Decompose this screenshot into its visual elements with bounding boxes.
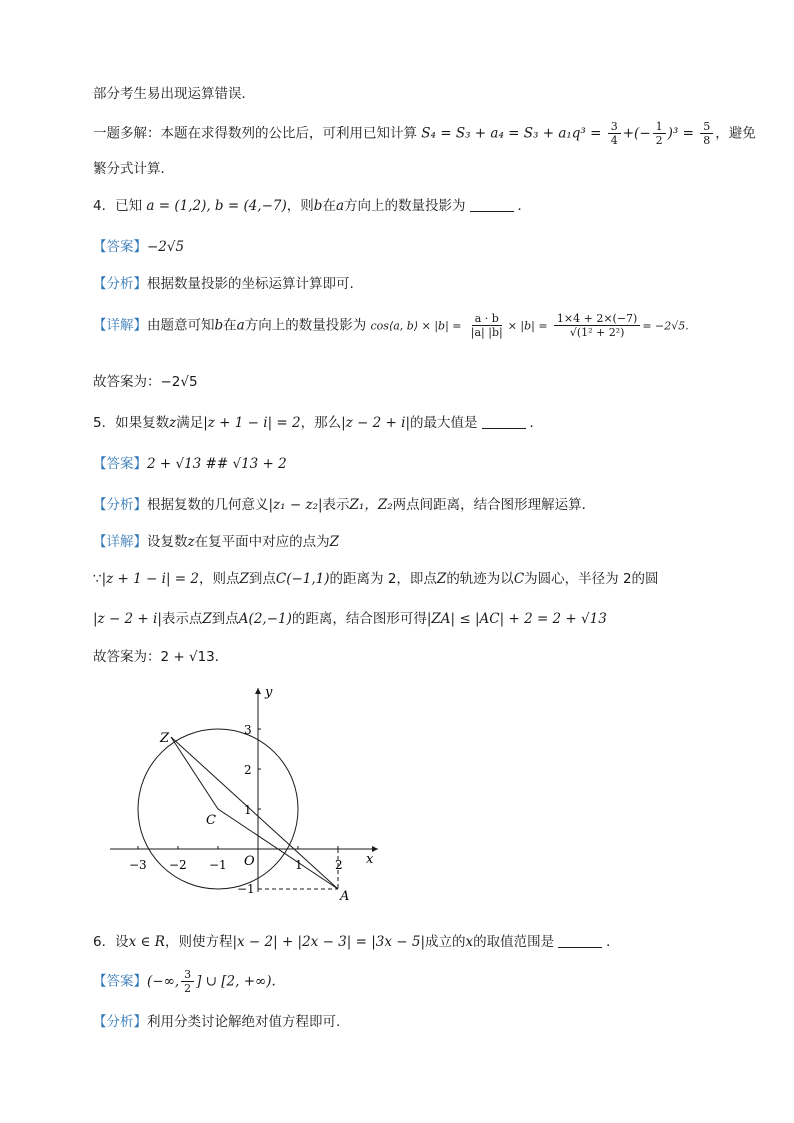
detail-line: |z − 2 + i|表示点Z到点A(2,−1)的距离，结合图形可得|ZA| ≤ |AC| + 2 = 2 + √13 <box>93 611 607 627</box>
answer-tag: 【答案】 <box>93 456 147 472</box>
origin-label: O <box>244 854 255 869</box>
analysis-line: 【分析】根据复数的几何意义|z₁ − z₂|表示Z₁，Z₂两点间距离，结合图形理解运算． <box>93 497 596 513</box>
question-6-stem: 6．设x ∈ R，则使方程|x − 2| + |2x − 3| = |3x − 5|成立的x的取值范围是 ． <box>93 934 620 950</box>
x-tick-label: −2 <box>169 858 187 872</box>
analysis-tag: 【分析】 <box>93 276 147 292</box>
point-label-A: A <box>340 889 350 900</box>
x-tick-label: 1 <box>295 858 303 872</box>
detail-line: ∵|z + 1 − i| = 2，则点Z到点C(−1,1)的距离为 2，即点Z的轨迹为以C为圆心，半径为 2的圆 <box>93 571 659 587</box>
question-5-stem: 5．如果复数z满足|z + 1 − i| = 2，那么|z − 2 + i|的最大值是 ． <box>93 415 544 431</box>
answer-tag: 【答案】 <box>93 239 147 255</box>
analysis-line: 【分析】根据数量投影的坐标运算计算即可. <box>93 276 354 292</box>
text-line: 部分考生易出现运算错误． <box>93 86 255 102</box>
text-line: 繁分式计算． <box>93 161 174 177</box>
question-4-stem: 4．已知 a = (1,2), b = (4,−7)，则b在a方向上的数量投影为 ． <box>93 198 531 214</box>
point-label-C: C <box>206 813 216 828</box>
answer-line: 【答案】(−∞, $\frac{3}{2}$ ] ∪ [2, +∞). <box>93 968 276 995</box>
fraction: $\frac{1}{2}$ <box>653 120 666 147</box>
analysis-line: 【分析】利用分类讨论解绝对值方程即可. <box>93 1014 341 1030</box>
fraction: $\frac{3}{4}$ <box>608 120 621 147</box>
answer-line: 【答案】−2√5 <box>93 239 185 255</box>
fraction: $\frac{3}{2}$ <box>181 968 194 995</box>
point-label-Z: Z <box>160 731 170 746</box>
x-tick-label: −3 <box>129 858 147 872</box>
final-answer-line: 故答案为：−2√5 <box>93 374 198 390</box>
answer-blank <box>558 935 602 948</box>
x-axis-label: x <box>366 852 374 867</box>
text-line: 一题多解：本题在求得数列的公比后，可利用已知计算 S₄ = S₃ + a₄ = S₃ + a₁q³ = $\frac{3}{4}$ +(− $\frac{1}{2}$ )³ = $\frac{5}{8}$ ，避免 <box>93 120 756 147</box>
y-tick-label: 1 <box>244 803 252 817</box>
fraction: $\frac{a \cdot b}{|a| |b|}$ <box>470 312 503 339</box>
analysis-tag: 【分析】 <box>93 497 147 513</box>
answer-blank <box>470 199 514 212</box>
fraction: $\frac{5}{8}$ <box>700 120 713 147</box>
y-tick-label: 2 <box>244 763 252 777</box>
analysis-tag: 【分析】 <box>93 1014 147 1030</box>
final-answer-line: 故答案为：2 + √13． <box>93 649 229 665</box>
y-axis-label: y <box>265 685 273 700</box>
answer-tag: 【答案】 <box>93 973 147 990</box>
x-tick-label: 2 <box>335 858 343 872</box>
x-tick-label: −1 <box>209 858 227 872</box>
answer-blank <box>482 416 526 429</box>
answer-line: 【答案】2 + √13 ## √13 + 2 <box>93 456 287 472</box>
fraction: $\frac{1\times 4 + 2\times(-7)}{\text{√(1² + 2²)}}$ <box>554 312 640 339</box>
detail-line: 【详解】设复数z在复平面中对应的点为Z <box>93 534 340 550</box>
detail-tag: 【详解】 <box>93 317 147 334</box>
y-tick-label: −1 <box>237 882 255 896</box>
complex-plane-figure <box>100 680 400 900</box>
detail-tag: 【详解】 <box>93 534 147 550</box>
detail-line: 【详解】由题意可知b在a方向上的数量投影为 cos⟨a, b⟩ × |b| = $\frac{a \cdot b}{|a| |b|}$ × |b| = $\frac{1\times 4 + 2\times(-7)}{\text{√(1² + 2²)}}$ = −2√5. <box>93 312 689 339</box>
y-tick-label: 3 <box>244 723 252 737</box>
